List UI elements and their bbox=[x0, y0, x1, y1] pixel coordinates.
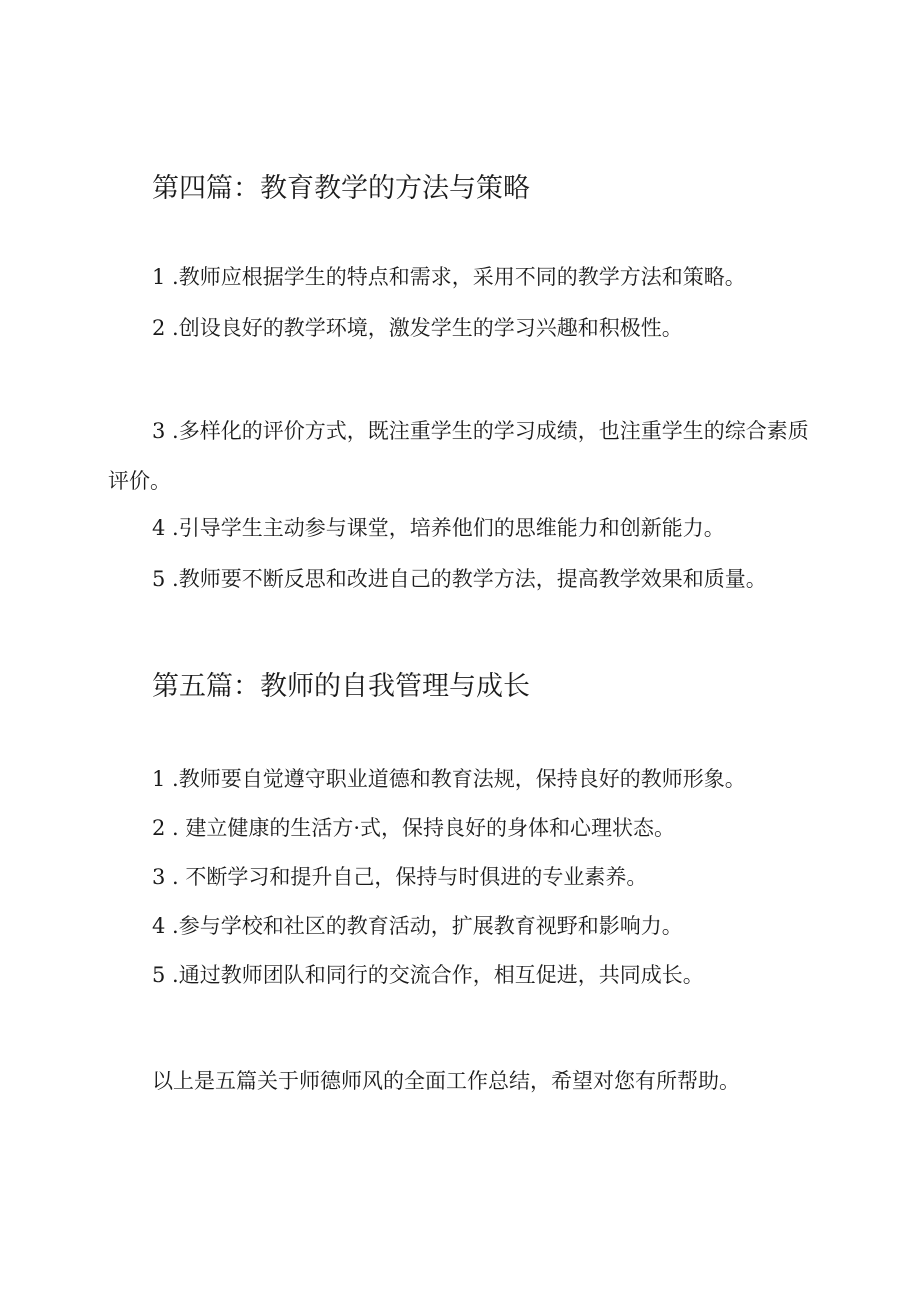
closing-paragraph: 以上是五篇关于师德师风的全面工作总结，希望对您有所帮助。 bbox=[152, 1069, 740, 1093]
section-5-item-1: 1 .教师要自觉遵守职业道德和教育法规，保持良好的教师形象。 bbox=[152, 767, 746, 791]
section-4-item-2: 2 .创设良好的教学环境，激发学生的学习兴趣和积极性。 bbox=[152, 316, 683, 340]
section-4-item-4: 4 .引导学生主动参与课堂，培养他们的思维能力和创新能力。 bbox=[152, 516, 725, 540]
section-5-title: 第五篇：教师的自我管理与成长 bbox=[152, 671, 530, 702]
section-4-item-3: 3 .多样化的评价方式，既注重学生的学习成绩，也注重学生的综合素质评价。 bbox=[108, 419, 809, 493]
section-4-item-5: 5 .教师要不断反思和改进自己的教学方法，提高教学效果和质量。 bbox=[152, 567, 767, 591]
section-5-item-3: 3 . 不断学习和提升自己，保持与时俱进的专业素养。 bbox=[152, 865, 648, 889]
section-5-item-2: 2 . 建立健康的生活方·式，保持良好的身体和心理状态。 bbox=[152, 816, 676, 840]
section-4-item-1: 1 .教师应根据学生的特点和需求，采用不同的教学方法和策略。 bbox=[152, 265, 746, 289]
section-4-title: 第四篇：教育教学的方法与策略 bbox=[152, 173, 530, 204]
section-5-item-5: 5 .通过教师团队和同行的交流合作，相互促进，共同成长。 bbox=[152, 963, 704, 987]
section-5-item-4: 4 .参与学校和社区的教育活动，扩展教育视野和影响力。 bbox=[152, 914, 683, 938]
